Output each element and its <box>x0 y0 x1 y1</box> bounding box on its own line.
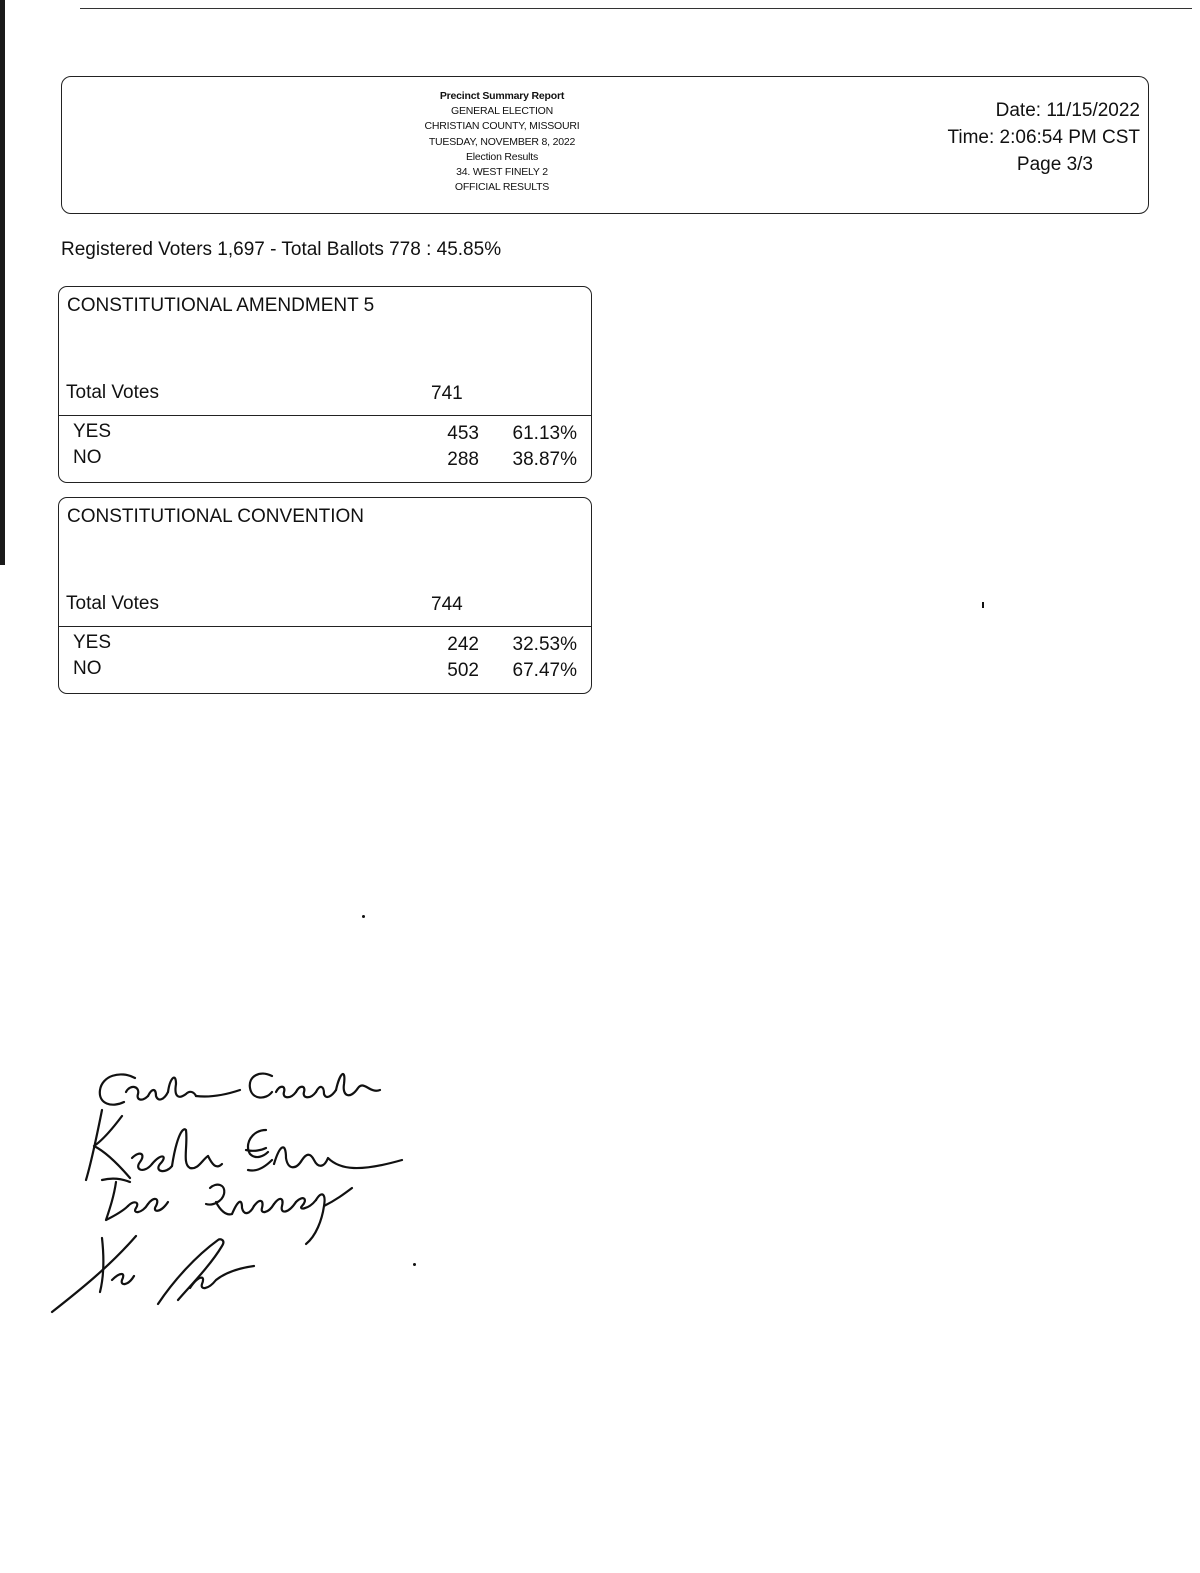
choice-row <box>73 447 591 473</box>
signatures-image <box>40 1060 420 1320</box>
choice-votes: 453 <box>447 423 479 444</box>
total-votes-label: Total Votes <box>66 382 159 403</box>
signature-kelli <box>86 1110 402 1180</box>
choice-label: NO <box>73 447 102 468</box>
scan-speck <box>362 915 365 918</box>
report-meta <box>920 97 1140 178</box>
election-name: GENERAL ELECTION <box>450 105 554 118</box>
total-votes-row <box>66 382 591 404</box>
choice-row <box>73 632 591 658</box>
precinct-name: 34. WEST FINELY 2 <box>456 166 548 179</box>
choice-votes: 288 <box>447 449 479 470</box>
choice-label: YES <box>73 421 112 442</box>
report-header <box>61 76 1149 214</box>
contest-constitutional-convention <box>58 497 592 694</box>
choice-percent: 61.13% <box>512 423 577 444</box>
total-votes-count: 744 <box>431 594 463 615</box>
scan-speck <box>982 602 984 608</box>
report-time: Time: 2:06:54 PM CST <box>947 127 1140 148</box>
scan-left-edge <box>0 0 5 565</box>
signature-block <box>40 1060 420 1320</box>
signature-illegible <box>52 1236 254 1312</box>
report-type: Precinct Summary Report <box>439 90 565 102</box>
contest-title: CONSTITUTIONAL CONVENTION <box>67 506 364 527</box>
signature-lisa-russey <box>102 1179 352 1244</box>
choice-votes: 242 <box>447 634 479 655</box>
county-name: CHRISTIAN COUNTY, MISSOURI <box>424 120 580 133</box>
choice-percent: 38.87% <box>512 449 577 470</box>
choice-percent: 67.47% <box>512 660 577 681</box>
election-date: TUESDAY, NOVEMBER 8, 2022 <box>428 135 576 148</box>
divider <box>59 415 591 416</box>
contest-title: CONSTITUTIONAL AMENDMENT 5 <box>67 295 375 316</box>
choice-votes: 502 <box>447 660 479 681</box>
total-votes-row <box>66 593 591 615</box>
total-votes-label: Total Votes <box>66 593 159 614</box>
signature-carla-essick <box>100 1074 380 1105</box>
choice-row <box>73 658 591 684</box>
contest-amendment-5 <box>58 286 592 483</box>
results-status: OFFICIAL RESULTS <box>454 181 550 194</box>
registration-summary: Registered Voters 1,697 - Total Ballots 778 : 45.85% <box>61 239 502 260</box>
choice-row <box>73 421 591 447</box>
choice-label: NO <box>73 658 102 679</box>
scan-top-border-line <box>80 8 1192 9</box>
report-header-title-block <box>352 89 652 195</box>
results-label: Election Results <box>465 150 539 163</box>
page-number: Page 3/3 <box>1016 154 1093 175</box>
choice-label: YES <box>73 632 112 653</box>
report-date: Date: 11/15/2022 <box>995 100 1140 121</box>
choice-percent: 32.53% <box>512 634 577 655</box>
divider <box>59 626 591 627</box>
total-votes-count: 741 <box>431 383 463 404</box>
